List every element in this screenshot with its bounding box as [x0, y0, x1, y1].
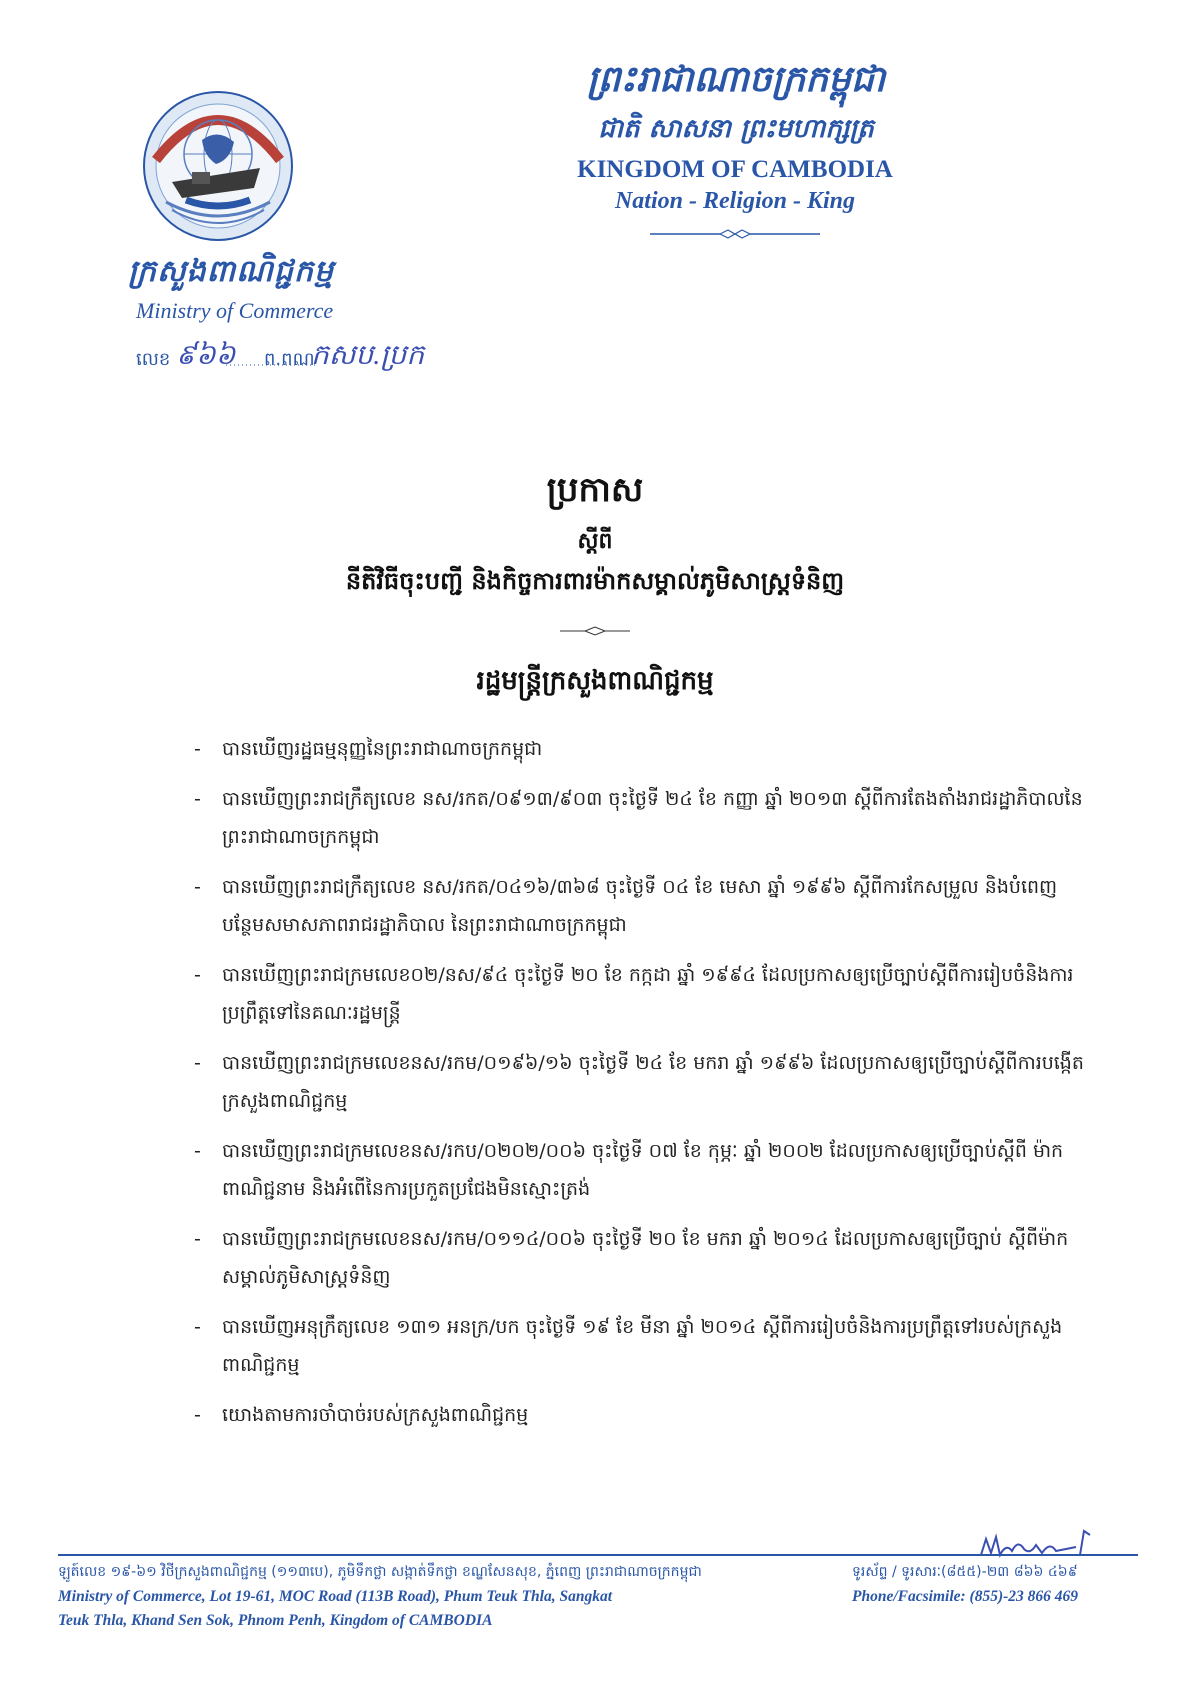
kingdom-title-kh: ព្រះរាជាណាចក្រកម្ពុជា: [586, 58, 886, 100]
footer-address-en-line1: Ministry of Commerce, Lot 19-61, MOC Road (113B Road), Phum Teuk Thla, Sangkat: [58, 1588, 613, 1605]
header-ornament: [650, 228, 820, 240]
ministry-name-kh: ក្រសួងពាណិជ្ជកម្ម: [128, 254, 334, 289]
document-title: ប្រកាស: [546, 470, 644, 510]
issuer-title: រដ្ឋមន្ត្រីក្រសួងពាណិជ្ជកម្ម: [476, 666, 714, 696]
footer-divider: [58, 1554, 1138, 1556]
list-item: - បានឃើញព្រះរាជក្រមលេខនស/រកម/០១៩៦/១៦ ចុះថ្ងៃទី ២៤ ខែ មករា ឆ្នាំ ១៩៩៦ ដែលប្រកាសឲ្យប្រើច្បាប់ស្តីពីការបង្កើតក្រសួងពាណិជ្ជកម្ម: [194, 1052, 1084, 1112]
list-item: - បានឃើញព្រះរាជក្រឹត្យលេខ នស/រកត/០៤១៦/៣៦៨ ចុះថ្ងៃទី ០៤ ខែ មេសា ឆ្នាំ ១៩៩៦ ស្តីពីការកែសម្រួល និងបំពេញបន្ថែមសមាសភាពរាជរដ្ឋាភិបាល នៃព្រះរាជាណាចក្រកម្ពុជា: [194, 876, 1058, 936]
considerations-list: [194, 730, 1088, 1446]
footer-address-kh: ឡូត៍លេខ ១៩-៦១ វិថីក្រសួងពាណិជ្ជកម្ម (១១៣បេ), ភូមិទឹកថ្លា សង្កាត់ទឹកថ្លា ខណ្ឌសែនសុខ, ភ្នំពេញ ព្រះរាជាណាចក្រកម្ពុជា: [58, 1564, 702, 1580]
reference-number: ៩៦៦: [176, 340, 236, 371]
motto-kh: ជាតិ សាសនា ព្រះមហាក្សត្រ: [598, 114, 874, 144]
document-subtitle: ស្តីពី: [577, 528, 613, 554]
reference-line: [136, 335, 496, 380]
reference-number-label: លេខ: [136, 349, 171, 370]
kingdom-title-en: KINGDOM OF CAMBODIA: [577, 156, 893, 183]
ministry-name-en: Ministry of Commerce: [136, 298, 334, 323]
footer-phone-kh: ទូរស័ព្ទ / ទូរសារៈ(៨៥៥)-២៣ ៨៦៦ ៤៦៩: [852, 1564, 1078, 1580]
subject-ornament: [560, 626, 630, 636]
reference-dotted-line: [226, 355, 316, 369]
list-item: - បានឃើញព្រះរាជក្រមលេខនស/រកម/០១១៤/០០៦ ចុះថ្ងៃទី ២០ ខែ មករា ឆ្នាំ ២០១៤ ដែលប្រកាសឲ្យប្រើច្បាប់ ស្តីពីម៉ាកសម្គាល់ភូមិសាស្ត្រទំនិញ: [194, 1228, 1069, 1288]
list-item: - បានឃើញព្រះរាជក្រឹត្យលេខ នស/រកត/០៩១៣/៩០៣ ចុះថ្ងៃទី ២៤ ខែ កញ្ញា ឆ្នាំ ២០១៣ ស្តីពីការតែងតាំងរាជរដ្ឋាភិបាលនៃព្រះរាជាណាចក្រកម្ពុជា: [194, 788, 1083, 848]
list-item: - បានឃើញព្រះរាជក្រមលេខ០២/នស/៩៤ ចុះថ្ងៃទី ២០ ខែ កក្កដា ឆ្នាំ ១៩៩៤ ដែលប្រកាសឲ្យប្រើច្បាប់ស្តីពីការរៀបចំនិងការប្រព្រឹត្តទៅនៃគណៈរដ្ឋមន្ត្រី: [194, 964, 1074, 1024]
reference-date-label: ព.ពណ: [264, 349, 315, 370]
initials-signature: [976, 1525, 1096, 1565]
footer-phone-en: Phone/Facsimile: (855)-23 866 469: [852, 1588, 1079, 1605]
document-subject: នីតិវិធីចុះបញ្ជី និងកិច្ចការពារម៉ាកសម្គាល់ភូមិសាស្ត្រទំនិញ: [345, 566, 845, 595]
list-item: - បានឃើញអនុក្រឹត្យលេខ ១៣១ អនក្រ/បក ចុះថ្ងៃទី ១៩ ខែ មីនា ឆ្នាំ ២០១៤ ស្តីពីការរៀបចំនិងការប្រព្រឹត្តទៅរបស់ក្រសួងពាណិជ្ជកម្ម: [194, 1316, 1063, 1376]
list-item: - បានឃើញព្រះរាជក្រមលេខនស/រកប/០២០២/០០៦ ចុះថ្ងៃទី ០៧ ខែ កុម្ភៈ ឆ្នាំ ២០០២ ដែលប្រកាសឲ្យប្រើច្បាប់ស្តីពី ម៉ាក ពាណិជ្ជនាម និងអំពើនៃការប្រកួតប្រជែងមិនស្មោះត្រង់: [194, 1140, 1064, 1200]
footer-address-en-line2: Teuk Thla, Khand Sen Sok, Phnom Penh, Kingdom of CAMBODIA: [58, 1612, 493, 1629]
ministry-seal: [142, 90, 294, 242]
list-item: - យោងតាមការចាំបាច់របស់ក្រសួងពាណិជ្ជកម្ម: [194, 1404, 529, 1426]
motto-en: Nation - Religion - King: [614, 188, 856, 214]
reference-code: កសប.ប្រក: [311, 340, 425, 371]
list-item: - បានឃើញរដ្ឋធម្មនុញ្ញនៃព្រះរាជាណាចក្រកម្ពុជា: [194, 738, 543, 760]
